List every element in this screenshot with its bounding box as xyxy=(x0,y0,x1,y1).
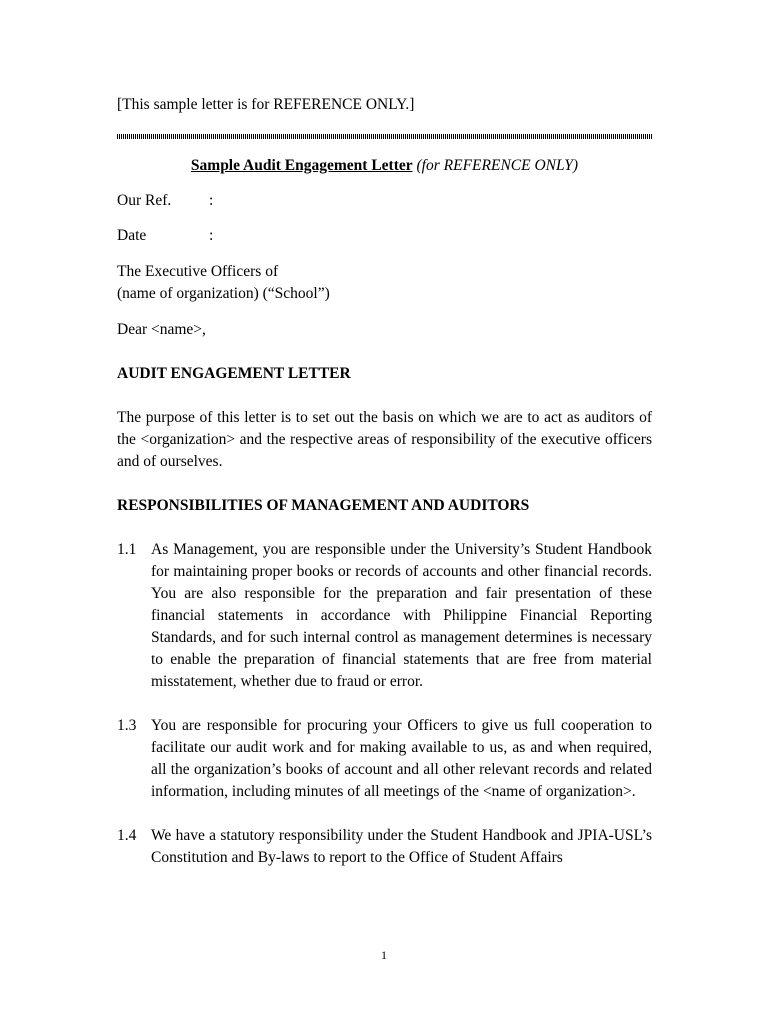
list-item xyxy=(117,715,652,803)
item-text: We have a statutory responsibility under the Student Handbook and JPIA-USL’s Constitution and By-laws to report to the Office of Student Affairs xyxy=(151,827,652,866)
item-number: 1.3 xyxy=(117,717,137,734)
letter-body xyxy=(117,94,652,869)
date-label: Date xyxy=(117,227,147,244)
date-row xyxy=(117,225,652,247)
item-text: As Management, you are responsible under the University’s Student Handbook for maintaining proper books or records of accounts and other financial records. You are also responsible for the preparation and fair presentation of these financial statements in accordance with Philippine Financial Reporting Standards, and for such internal control as management determines is necessary to enable the preparation of financial statements that are free from material misstatement, whether due to fraud or error. xyxy=(151,541,652,690)
section-heading-responsibilities: RESPONSIBILITIES OF MANAGEMENT AND AUDITORS xyxy=(117,497,530,514)
item-number: 1.4 xyxy=(117,827,137,844)
list-item xyxy=(117,539,652,693)
address-line-1: The Executive Officers of xyxy=(117,263,279,280)
address-line-2: (name of organization) (“School”) xyxy=(117,285,330,302)
letter-title xyxy=(117,155,652,177)
date-colon: : xyxy=(209,227,214,244)
page-number: 1 xyxy=(381,948,387,962)
reference-note: [This sample letter is for REFERENCE ONLY.] xyxy=(117,96,415,113)
section-heading-engagement: AUDIT ENGAGEMENT LETTER xyxy=(117,365,351,382)
dotted-divider xyxy=(117,134,652,139)
our-ref-colon: : xyxy=(209,192,214,209)
salutation: Dear <name>, xyxy=(117,321,206,338)
item-number: 1.1 xyxy=(117,541,137,558)
our-ref-label: Our Ref. xyxy=(117,192,172,209)
list-item xyxy=(117,825,652,869)
our-ref-row xyxy=(117,190,652,212)
title-main: Sample Audit Engagement Letter xyxy=(190,157,413,174)
purpose-paragraph: The purpose of this letter is to set out the basis on which we are to act as auditors of the <organization> and the respective areas of responsibility of the executive officers and of ourselves. xyxy=(117,409,652,470)
title-sub: (for REFERENCE ONLY) xyxy=(416,157,579,174)
item-text: You are responsible for procuring your Officers to give us full cooperation to facilitate our audit work and for making available to us, as and when required, all the organization’s books of account and all other relevant records and related information, including minutes of all meetings of the <name of organization>. xyxy=(151,717,652,800)
recipient-address xyxy=(117,261,652,305)
